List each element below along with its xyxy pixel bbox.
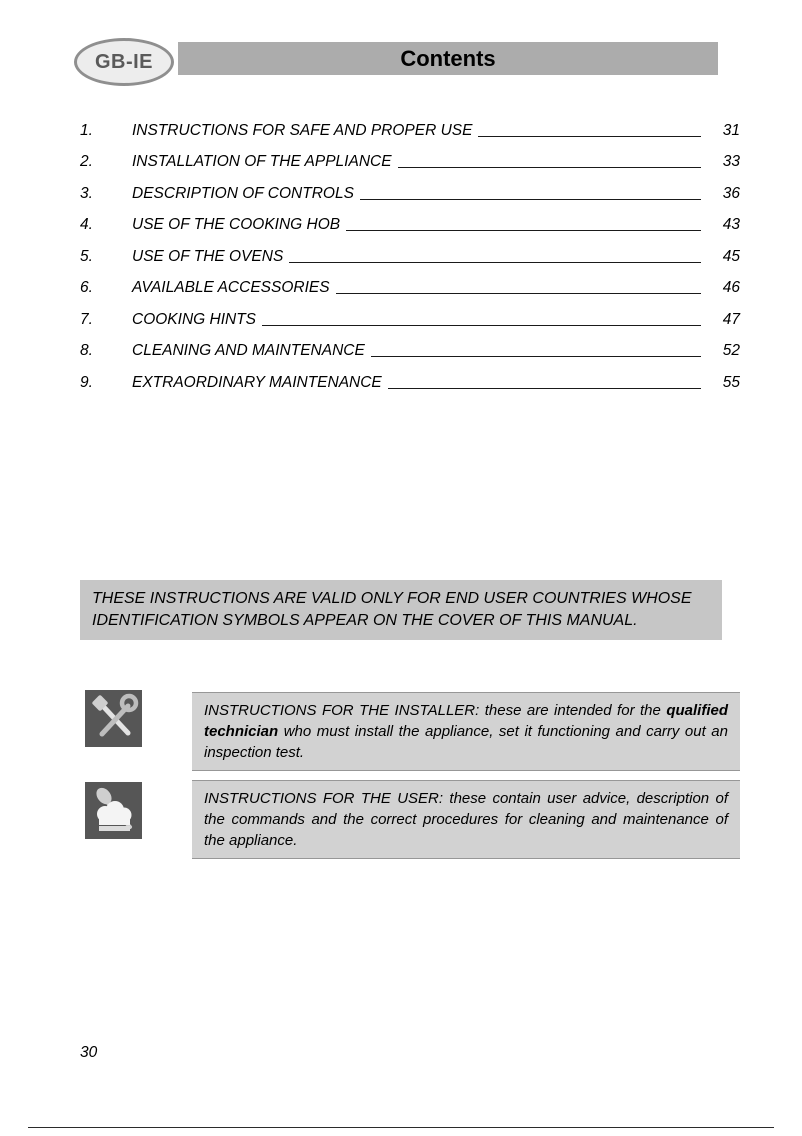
toc-item-number: 9. (80, 373, 93, 391)
toc-leader-line (371, 355, 701, 357)
toc-item-page: 52 (722, 342, 740, 359)
page-title-bar (178, 42, 718, 75)
toc-item-title: EXTRAORDINARY MAINTENANCE (132, 373, 382, 391)
toc-leader-line (360, 198, 701, 200)
toc-row (80, 234, 740, 266)
toc-item-number: 2. (80, 153, 93, 170)
toc-row (80, 329, 740, 361)
toc-leader-line (388, 387, 701, 389)
toc-row (80, 108, 740, 140)
toc-item-title: DESCRIPTION OF CONTROLS (132, 184, 354, 202)
installer-text-tail: who must install the appliance, set it functioning and carry out an inspection test. (204, 723, 728, 761)
chef-hat-icon (85, 782, 142, 839)
toc-item-page: 33 (722, 153, 740, 170)
toc-leader-line (336, 292, 701, 294)
toc-leader-line (346, 229, 701, 231)
toc-row (80, 266, 740, 298)
toc-item-number: 3. (80, 184, 93, 202)
installer-instructions (192, 692, 740, 771)
tools-icon (85, 690, 142, 747)
toc-item-number: 8. (80, 342, 93, 359)
toc-item-page: 43 (722, 216, 740, 233)
installer-text-bold: qualified technician (204, 702, 728, 740)
installer-text-lead: INSTRUCTIONS FOR THE INSTALLER: these are intended for the (204, 702, 667, 719)
validity-notice: THESE INSTRUCTIONS ARE VALID ONLY FOR END USER COUNTRIES WHOSE IDENTIFICATION SYMBOLS APPEAR ON THE COVER OF THIS MANUAL. (80, 580, 722, 640)
toc-item-number: 6. (80, 279, 93, 296)
toc-item-number: 5. (80, 247, 93, 265)
toc-leader-line (478, 135, 701, 137)
toc-item-number: 1. (80, 121, 93, 139)
toc-item-page: 36 (722, 184, 740, 202)
toc-item-number: 7. (80, 310, 93, 328)
toc-item-page: 46 (722, 279, 740, 296)
toc-row (80, 140, 740, 172)
toc-item-number: 4. (80, 216, 93, 233)
table-of-contents (80, 108, 740, 392)
toc-item-title: CLEANING AND MAINTENANCE (132, 342, 365, 359)
toc-leader-line (398, 166, 701, 168)
toc-item-title: COOKING HINTS (132, 310, 257, 328)
toc-leader-line (289, 261, 701, 263)
page-title: Contents (400, 45, 496, 71)
toc-item-page: 55 (722, 373, 740, 391)
toc-item-title: INSTRUCTIONS FOR SAFE AND PROPER USE (132, 121, 473, 139)
toc-item-page: 47 (722, 310, 740, 328)
toc-item-page: 31 (722, 121, 740, 139)
toc-row (80, 360, 740, 392)
page-number: 30 (80, 1044, 98, 1061)
footer-rule (28, 1127, 774, 1128)
toc-item-title: AVAILABLE ACCESSORIES (132, 279, 330, 296)
toc-item-title: USE OF THE OVENS (132, 247, 284, 265)
toc-item-page: 45 (722, 247, 740, 265)
toc-item-title: USE OF THE COOKING HOB (132, 216, 341, 233)
toc-row (80, 297, 740, 329)
toc-item-title: INSTALLATION OF THE APPLIANCE (132, 153, 392, 170)
toc-leader-line (262, 324, 701, 326)
country-badge: GB-IE (74, 38, 174, 86)
toc-row (80, 203, 740, 235)
toc-row (80, 171, 740, 203)
user-instructions: INSTRUCTIONS FOR THE USER: these contain user advice, description of the commands and the correct procedures for cleaning and maintenance of the appliance. (192, 780, 740, 859)
